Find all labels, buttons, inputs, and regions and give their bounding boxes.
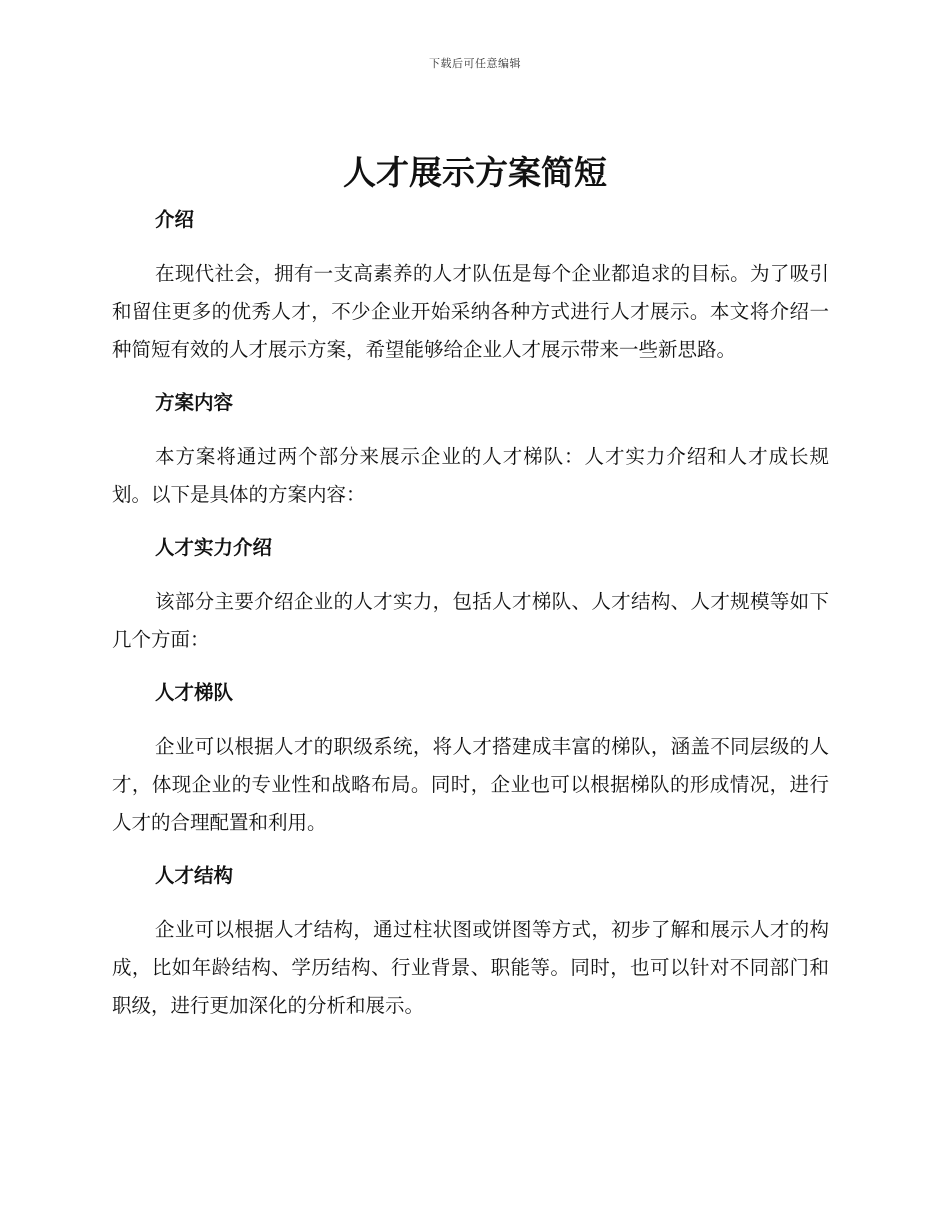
section-paragraph-talent-strength: 该部分主要介绍企业的人才实力，包括人才梯队、人才结构、人才规模等如下几个方面： [112, 590, 829, 651]
section-paragraph-talent-structure: 企业可以根据人才结构，通过柱状图或饼图等方式，初步了解和展示人才的构成，比如年龄结构、学历结构、行业背景、职能等。同时，也可以针对不同部门和职级，进行更加深化的分析和展示。 [112, 918, 829, 1017]
section-heading-intro: 介绍 [155, 208, 195, 231]
section-paragraph-plan-content: 本方案将通过两个部分来展示企业的人才梯队：人才实力介绍和人才成长规划。以下是具体的方案内容： [112, 445, 829, 506]
section-heading-talent-echelon: 人才梯队 [155, 681, 234, 704]
document-body [112, 201, 829, 1025]
document-title: 人才展示方案简短 [343, 153, 607, 192]
section-heading-plan-content: 方案内容 [155, 391, 234, 414]
page-header-note: 下载后可任意编辑 [429, 57, 521, 70]
section-paragraph-intro: 在现代社会，拥有一支高素养的人才队伍是每个企业都追求的目标。为了吸引和留住更多的优秀人才，不少企业开始采纳各种方式进行人才展示。本文将介绍一种简短有效的人才展示方案，希望能够给企业人才展示带来一些新思路。 [112, 262, 829, 361]
section-paragraph-talent-echelon: 企业可以根据人才的职级系统，将人才搭建成丰富的梯队，涵盖不同层级的人才，体现企业的专业性和战略布局。同时，企业也可以根据梯队的形成情况，进行人才的合理配置和利用。 [112, 735, 829, 834]
section-heading-talent-strength: 人才实力介绍 [155, 536, 273, 559]
section-heading-talent-structure: 人才结构 [155, 864, 234, 887]
